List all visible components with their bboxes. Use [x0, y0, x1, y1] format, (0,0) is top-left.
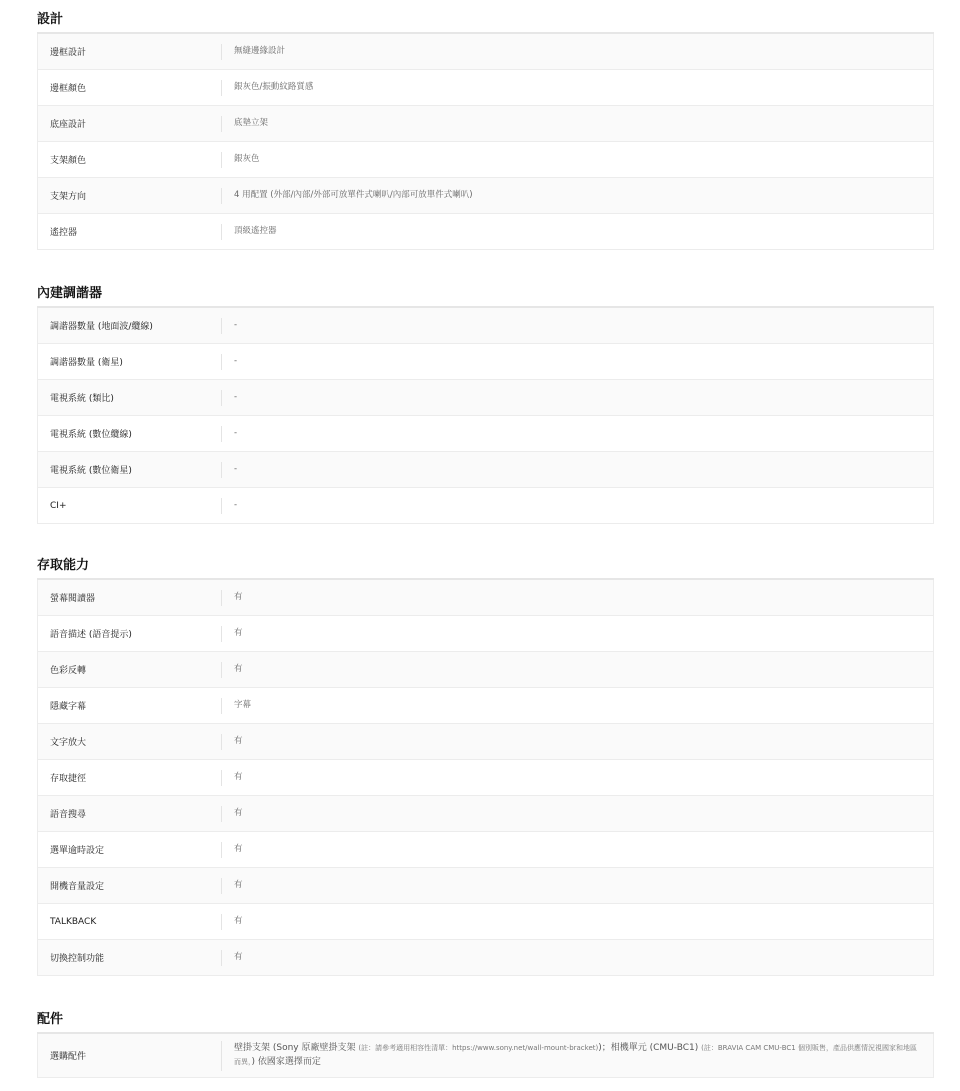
spec-row [37, 380, 934, 416]
section-title-accessibility: 存取能力 [37, 558, 90, 573]
spec-row [37, 214, 934, 250]
spec-value: 銀灰色/振動紋路質感 [221, 80, 933, 96]
spec-row [37, 796, 934, 832]
value-part: )；相機單元 (CMU-BC1) [598, 1043, 702, 1053]
spec-label: CI+ [50, 500, 67, 511]
spec-value: - [221, 462, 933, 478]
section-title-design: 設計 [37, 12, 64, 27]
spec-row [37, 344, 934, 380]
section-accessories [37, 1008, 934, 1078]
spec-label: 支架顏色 [50, 156, 87, 166]
spec-value: - [221, 498, 933, 514]
spec-value: - [221, 390, 933, 406]
spec-value: 銀灰色 [221, 152, 933, 168]
spec-label: 邊框顏色 [50, 84, 87, 94]
section-tuner [37, 282, 934, 524]
section-design [37, 8, 934, 250]
spec-value: 頂級遙控器 [221, 224, 933, 240]
spec-row [37, 70, 934, 106]
spec-label: 電視系統 (類比) [50, 394, 114, 404]
spec-label: 電視系統 (數位衛星) [50, 466, 132, 476]
spec-value: 有 [221, 806, 933, 822]
spec-label: 隱藏字幕 [50, 702, 87, 712]
spec-label: 選購配件 [50, 1052, 87, 1062]
spec-value: 無縫邊緣設計 [221, 44, 933, 60]
spec-value: 有 [221, 590, 933, 606]
spec-row [37, 1034, 934, 1078]
spec-row [37, 652, 934, 688]
spec-value: 4 用配置 (外部/內部/外部可放單件式喇叭/內部可放單件式喇叭) [221, 188, 933, 204]
spec-value: - [221, 426, 933, 442]
spec-value: 有 [221, 878, 933, 894]
spec-row [37, 868, 934, 904]
spec-row [37, 688, 934, 724]
spec-label: 遙控器 [50, 228, 78, 238]
spec-label: 選單逾時設定 [50, 846, 105, 856]
spec-row [37, 940, 934, 976]
value-part: 壁掛支架 (Sony 原廠壁掛支架 [234, 1043, 359, 1053]
spec-table-accessories [37, 1034, 934, 1078]
section-accessibility [37, 554, 934, 976]
spec-value: 有 [221, 914, 933, 930]
value-note: (註：請參考適用相容性清單：https://www.sony.net/wall-mount-bracket) [358, 1044, 599, 1052]
spec-value: 有 [221, 842, 933, 858]
spec-row [37, 178, 934, 214]
spec-label: 開機音量設定 [50, 882, 105, 892]
spec-label: 底座設計 [50, 120, 87, 130]
spec-value: 有 [221, 662, 933, 678]
spec-value: - [221, 318, 933, 334]
section-title-tuner: 內建調諧器 [37, 286, 103, 301]
spec-table-tuner [37, 308, 934, 524]
spec-row [37, 142, 934, 178]
spec-label: 電視系統 (數位纜線) [50, 430, 132, 440]
spec-label: TALKBACK [50, 916, 97, 927]
spec-label: 調諧器數量 (衛星) [50, 358, 123, 368]
spec-row [37, 832, 934, 868]
spec-label: 存取捷徑 [50, 774, 87, 784]
spec-row [37, 34, 934, 70]
spec-row [37, 308, 934, 344]
spec-row [37, 106, 934, 142]
spec-row [37, 724, 934, 760]
spec-label: 調諧器數量 (地面波/纜線) [50, 322, 153, 332]
spec-table-design [37, 34, 934, 250]
spec-label: 文字放大 [50, 738, 87, 748]
section-title-accessories: 配件 [37, 1012, 64, 1027]
spec-table-accessibility [37, 580, 934, 976]
spec-value: 有 [221, 626, 933, 642]
spec-row [37, 488, 934, 524]
spec-value: - [221, 354, 933, 370]
spec-value [221, 1041, 933, 1071]
spec-label: 支架方向 [50, 192, 87, 202]
spec-row [37, 452, 934, 488]
spec-row [37, 416, 934, 452]
spec-value: 字幕 [221, 698, 933, 714]
spec-row [37, 616, 934, 652]
spec-label: 色彩反轉 [50, 666, 87, 676]
value-part: ) 依國家選擇而定 [251, 1056, 321, 1067]
spec-value: 有 [221, 950, 933, 966]
spec-value: 有 [221, 770, 933, 786]
spec-row [37, 580, 934, 616]
value-note: (註：BRAVIA CAM CMU-BC1 個別販售，產品供應情況視國家和地區而異， [234, 1044, 917, 1066]
spec-label: 語音描述 (語音提示) [50, 630, 132, 640]
spec-label: 語音搜尋 [50, 810, 87, 820]
spec-row [37, 904, 934, 940]
spec-row [37, 760, 934, 796]
spec-label: 邊框設計 [50, 48, 87, 58]
spec-label: 螢幕閱讀器 [50, 594, 96, 604]
spec-value-text [234, 1042, 923, 1069]
spec-value: 底墊立架 [221, 116, 933, 132]
spec-label: 切換控制功能 [50, 954, 105, 964]
spec-value: 有 [221, 734, 933, 750]
